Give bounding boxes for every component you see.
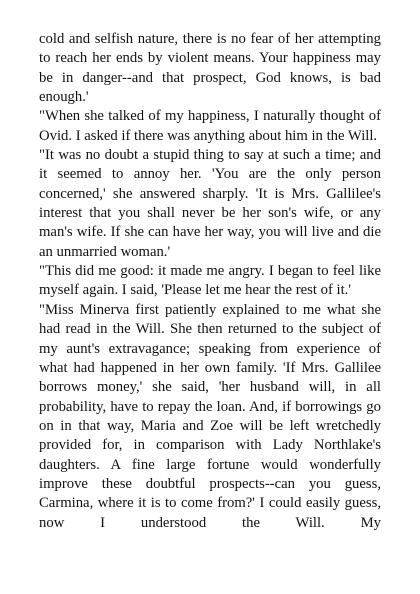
paragraph-3: "It was no doubt a stupid thing to say at such a time; and it seemed to annoy her. 'You are the only person concerned,' she answered sharply. 'It is Mrs. Gallilee's interest that you shall never be her son's wife, or any man's wife. If she can have her way, you will live and die an unmarried woman.': [39, 147, 381, 260]
book-page: [39, 30, 381, 533]
paragraph-1: cold and selfish nature, there is no fear of her attempting to reach her ends by violent means. Your happiness may be in danger--and that prospect, God knows, is bad enough.': [39, 31, 381, 106]
paragraph-2: "When she talked of my happiness, I naturally thought of Ovid. I asked if there was anything about him in the Will.: [39, 108, 381, 144]
paragraph-5: "Miss Minerva first patiently explained to me what she had read in the Will. She then returned to the subject of my aunt's extravagance; speaking from experience of what had happened in her own family. 'If Mrs. Gallilee borrows money,' she said, 'her husband will, in all probability, have to repay the loan. And, if borrowings go on in that way, Maria and Zoe will be left wretchedly provided for, in comparison with Lady Northlake's daughters. A fine large fortune would wonderfully improve these doubtful prospects--can you guess, Carmina, where it is to come from?' I could easily guess, now I understood the Will. My: [39, 301, 381, 531]
paragraph-4: "This did me good: it made me angry. I began to feel like myself again. I said, 'Please let me hear the rest of it.': [39, 263, 381, 299]
